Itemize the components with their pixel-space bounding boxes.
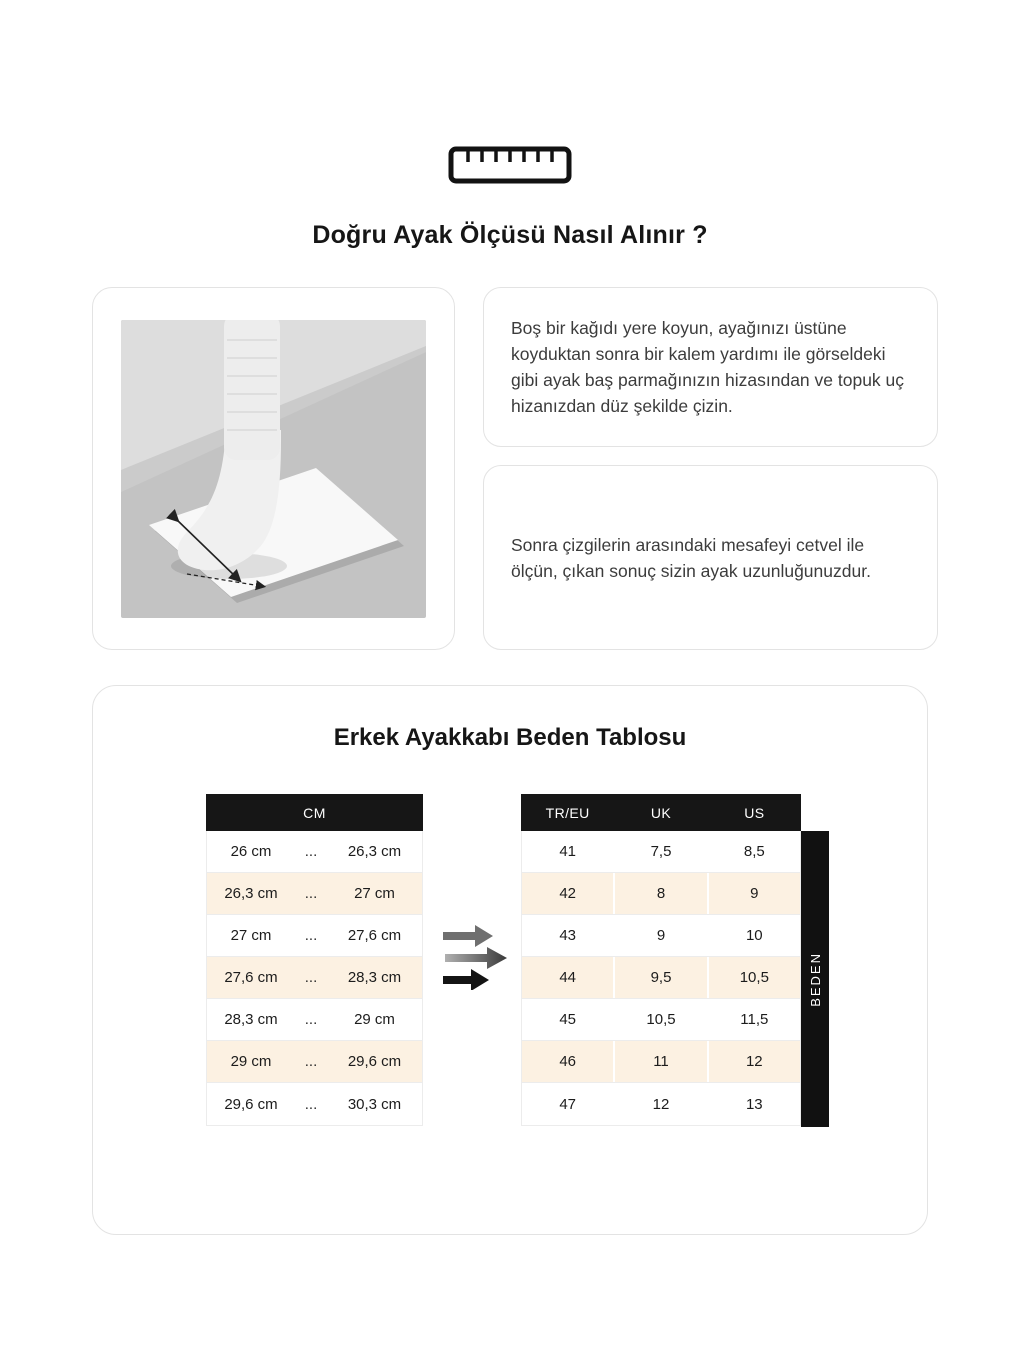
size-tr-eu: 41	[522, 831, 613, 872]
size-tr-eu: 45	[522, 999, 613, 1040]
cm-table-header: CM	[206, 794, 423, 831]
instruction-box-2	[483, 465, 938, 650]
size-us: 8,5	[709, 831, 800, 872]
size-table	[521, 794, 801, 1126]
cm-to: 30,3 cm	[347, 1095, 402, 1113]
beden-side-bar	[801, 831, 829, 1127]
foot-photo-card	[92, 287, 455, 650]
table-row	[522, 999, 800, 1041]
size-uk: 12	[615, 1083, 706, 1125]
cm-separator: ...	[304, 969, 318, 986]
table-row	[207, 831, 422, 873]
size-us: 12	[709, 1041, 800, 1082]
size-chart-title: Erkek Ayakkabı Beden Tablosu	[333, 724, 687, 751]
size-uk: 7,5	[615, 831, 706, 872]
cm-from: 26,3 cm	[224, 885, 278, 902]
cm-separator: ...	[304, 1053, 318, 1070]
table-row	[207, 915, 422, 957]
size-chart-card	[92, 685, 928, 1235]
size-table-body	[521, 831, 801, 1126]
cm-table	[206, 794, 423, 1126]
cm-separator: ...	[304, 885, 318, 902]
table-row	[522, 1041, 800, 1083]
header-us: US	[744, 804, 765, 821]
table-row	[522, 831, 800, 873]
beden-label: BEDEN	[807, 951, 823, 1007]
table-row	[207, 1041, 422, 1083]
cm-from: 28,3 cm	[224, 1011, 278, 1028]
cm-from: 27,6 cm	[224, 969, 278, 986]
instruction-text-2: Sonra çizgilerin arasındaki mesafeyi cetvel ile ölçün, çıkan sonuç sizin ayak uzunluğunuzdur.	[511, 534, 871, 581]
size-uk: 8	[615, 873, 706, 914]
size-us: 10,5	[709, 957, 800, 998]
table-row	[207, 873, 422, 915]
table-row	[207, 1083, 422, 1125]
size-tr-eu: 42	[522, 873, 613, 914]
size-uk: 9	[615, 915, 706, 956]
header-tr-eu: TR/EU	[545, 804, 590, 821]
size-us: 11,5	[709, 999, 800, 1040]
cm-to: 29,6 cm	[347, 1053, 402, 1070]
cm-separator: ...	[304, 843, 318, 860]
cm-separator: ...	[304, 1095, 318, 1113]
size-tr-eu: 47	[522, 1083, 613, 1125]
cm-from: 29 cm	[230, 1053, 272, 1070]
size-us: 13	[709, 1083, 800, 1125]
ruler-icon	[448, 146, 572, 189]
size-us: 10	[709, 915, 800, 956]
table-row	[522, 957, 800, 999]
foot-measure-illustration	[121, 320, 426, 618]
cm-to: 27,6 cm	[347, 927, 402, 944]
size-uk: 11	[615, 1041, 706, 1082]
instruction-text-1: Boş bir kağıdı yere koyun, ayağınızı üstüne koyduktan sonra bir kalem yardımı ile görseldeki gibi ayak baş parmağınızın hizasından ve topuk uç hizanızdan düz şekilde çizin.	[511, 318, 905, 416]
size-uk: 10,5	[615, 999, 706, 1040]
table-row	[207, 957, 422, 999]
cm-table-body	[206, 831, 423, 1126]
cm-separator: ...	[304, 1011, 318, 1028]
cm-from: 26 cm	[230, 843, 272, 860]
cm-to: 29 cm	[354, 1011, 395, 1028]
size-uk: 9,5	[615, 957, 706, 998]
table-row	[522, 873, 800, 915]
cm-to: 28,3 cm	[347, 969, 402, 986]
cm-from: 29,6 cm	[224, 1095, 278, 1113]
size-tr-eu: 44	[522, 957, 613, 998]
cm-to: 27 cm	[354, 885, 395, 902]
cm-separator: ...	[304, 927, 318, 944]
cm-from: 27 cm	[230, 927, 272, 944]
cm-to: 26,3 cm	[347, 843, 402, 860]
header-uk: UK	[650, 804, 672, 821]
table-row	[522, 1083, 800, 1125]
table-row	[207, 999, 422, 1041]
triple-arrow-right-icon	[441, 924, 513, 995]
page-title: Doğru Ayak Ölçüsü Nasıl Alınır ?	[312, 221, 708, 249]
size-table-header	[521, 794, 801, 831]
size-us: 9	[709, 873, 800, 914]
size-tr-eu: 43	[522, 915, 613, 956]
table-row	[522, 915, 800, 957]
instruction-box-1	[483, 287, 938, 447]
size-tr-eu: 46	[522, 1041, 613, 1082]
